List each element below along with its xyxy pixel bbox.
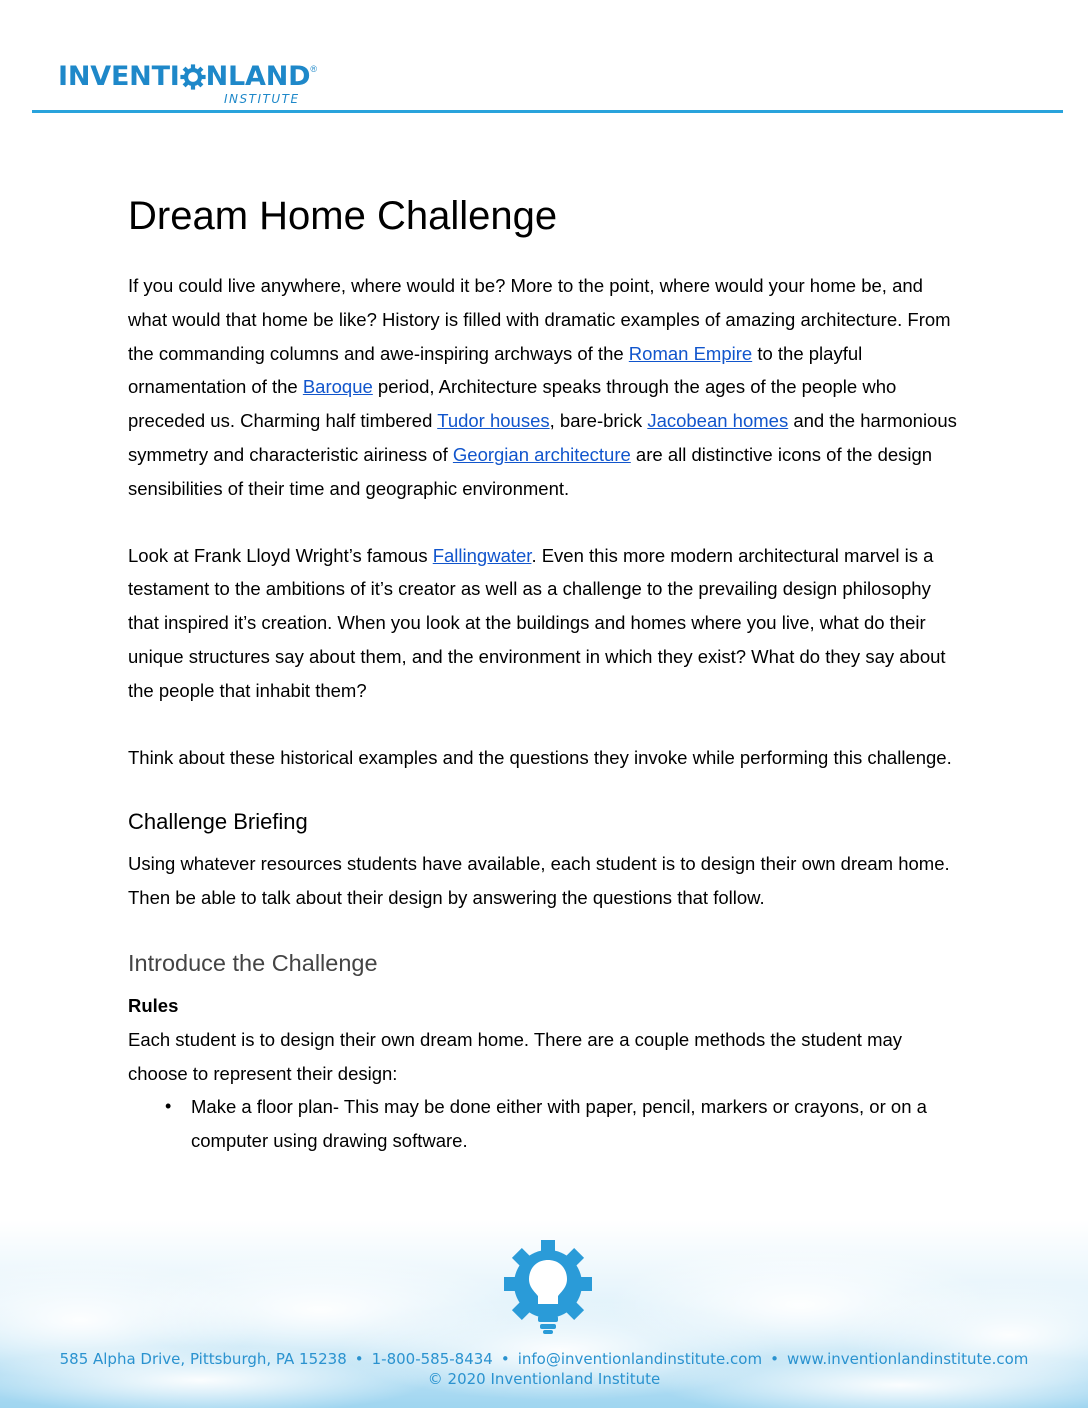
footer-separator: • (500, 1350, 510, 1368)
footer-separator: • (770, 1350, 779, 1368)
document-body (128, 190, 958, 1158)
footer-phone[interactable]: 1-800-585-8434 (371, 1350, 493, 1368)
rules-label: Rules (128, 994, 179, 1016)
logo-text-left: INVENTI (58, 61, 180, 92)
intro-text-4: , bare-brick (549, 410, 648, 432)
intro-text-5: and the harmonious symmetry and characteristic airiness of (128, 410, 957, 465)
para2-text-2: . Even this more modern architectural marvel is a testament to the ambitions of it’s creator as well as a challenge to the prevailing design philosophy that inspired it’s creation. When you look at the buildings and homes where you live, what do their unique structures say about them, and the environment in which they exist? What do they say about the people that inhabit them? (128, 544, 946, 701)
list-item-text: Make a floor plan- This may be done either with paper, pencil, markers or crayons, or on a computer using drawing software. (191, 1096, 927, 1152)
logo-subtitle: INSTITUTE (224, 92, 300, 106)
intro-text-3: period, Architecture speaks through the ages of the people who preceded us. Charming half timbered (128, 376, 897, 432)
fallingwater-link[interactable]: Fallingwater (432, 544, 532, 566)
georgian-architecture-link[interactable]: Georgian architecture (452, 443, 631, 465)
challenge-briefing-text: Using whatever resources students have available, each student is to design their own dream home. Then be able to talk about their design by answering the questions that follow. (128, 853, 950, 909)
challenge-briefing-heading: Challenge Briefing (128, 809, 308, 835)
footer-website-link[interactable]: www.inventionlandinstitute.com (786, 1350, 1029, 1368)
inventionland-logo[interactable] (58, 58, 318, 108)
footer-email-link[interactable]: info@inventionlandinstitute.com (517, 1350, 763, 1368)
fallingwater-paragraph (128, 539, 958, 708)
introduce-challenge-heading: Introduce the Challenge (128, 949, 378, 976)
methods-list (128, 1090, 958, 1158)
header-divider (32, 110, 1063, 113)
bullet-icon: • (165, 1096, 172, 1117)
page-title: Dream Home Challenge (128, 194, 558, 238)
para2-text-1: Look at Frank Lloyd Wright’s famous (128, 544, 433, 566)
think-paragraph: Think about these historical examples and the questions they invoke while performing this challenge. (128, 746, 952, 768)
intro-text-2: to the playful ornamentation of the (128, 342, 863, 398)
jacobean-homes-link[interactable]: Jacobean homes (647, 410, 789, 432)
logo-registered-mark: ® (310, 64, 318, 74)
baroque-link[interactable]: Baroque (302, 376, 373, 398)
roman-empire-link[interactable]: Roman Empire (628, 342, 753, 364)
footer-copyright: © 2020 Inventionland Institute (427, 1370, 661, 1388)
logo-text-right: NLAND (205, 61, 311, 92)
intro-text-1: If you could live anywhere, where would it be? More to the point, where would your home be, and what would that home be like? History is filled with dramatic examples of amazing architecture. From the commanding columns and awe-inspiring archways of the (128, 275, 951, 364)
tudor-houses-link[interactable]: Tudor houses (437, 410, 550, 432)
list-item (165, 1090, 958, 1158)
footer-contact-line (0, 1350, 1088, 1368)
page-header (0, 0, 1088, 120)
footer-address: 585 Alpha Drive, Pittsburgh, PA 15238 (59, 1350, 347, 1368)
intro-paragraph (128, 269, 958, 506)
page-footer (0, 1220, 1088, 1408)
footer-separator: • (354, 1350, 364, 1368)
rules-text: Each student is to design their own dream home. There are a couple methods the student may choose to represent their design: (128, 1028, 903, 1084)
lightbulb-gear-icon (498, 1238, 598, 1338)
gear-logo-icon (179, 63, 207, 91)
intro-text-6: are all distinctive icons of the design sensibilities of their time and geographic environment. (128, 443, 933, 499)
